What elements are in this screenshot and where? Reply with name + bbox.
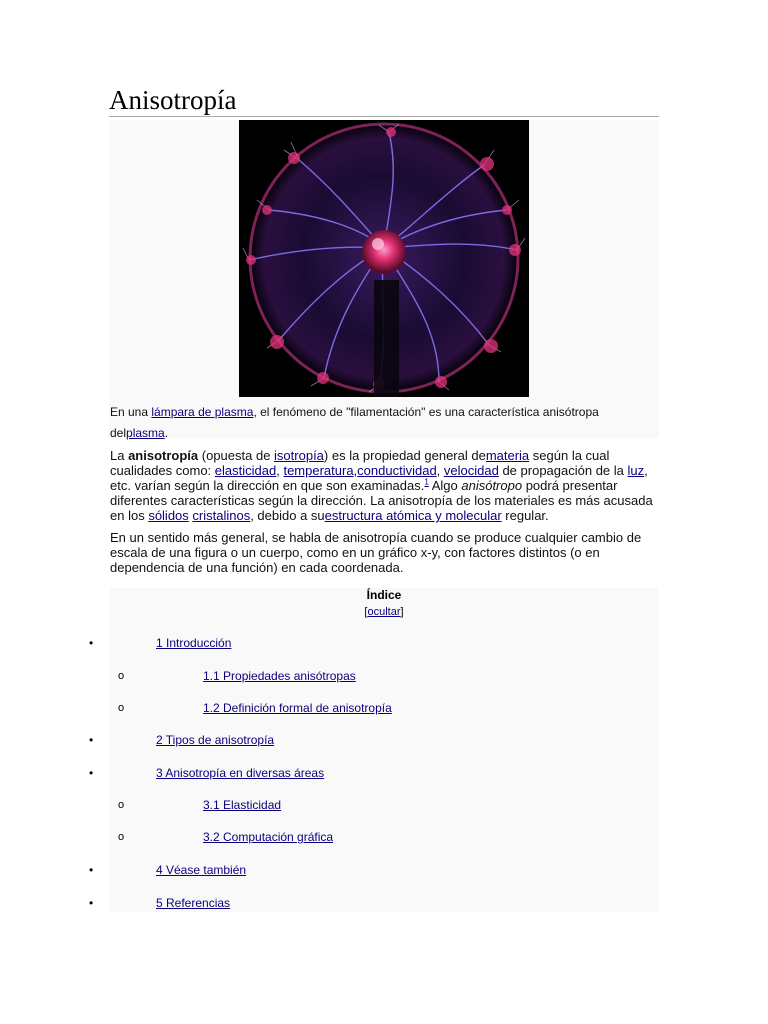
toc-bullet: o	[118, 799, 125, 811]
intro-paragraph	[110, 448, 658, 523]
toc-bullet: •	[89, 766, 94, 780]
thumbnail-figure	[109, 120, 659, 438]
text: de propagación de la	[498, 463, 628, 478]
toc-bullet: •	[89, 863, 94, 877]
toc-entry-link[interactable]: 1.1 Propiedades anisótropas	[203, 669, 356, 683]
link-materia[interactable]: materia	[485, 448, 530, 463]
toc-bullet: •	[89, 636, 94, 650]
bracket: ]	[400, 606, 404, 618]
second-paragraph: En un sentido más general, se habla de anisotropía cuando se produce cualquier cambio de escala de una figura o un cuerpo, como en un gráfico x-y, con factores distintos (o en dependencia de una función) en cada coordenada.	[110, 530, 642, 575]
toc-entry-link[interactable]: 3 Anisotropía en diversas áreas	[156, 766, 325, 780]
toc-entry-link[interactable]: 1.2 Definición formal de anisotropía	[203, 701, 392, 715]
toc-bullet: o	[118, 670, 125, 682]
link-luz[interactable]: luz	[627, 463, 645, 478]
link-lampara-de-plasma[interactable]: lámpara de plasma	[151, 405, 254, 419]
toc-toggle	[110, 605, 658, 619]
toc-bullet: o	[118, 831, 125, 843]
toc-bullet: •	[89, 733, 94, 747]
link-plasma[interactable]: plasma	[126, 426, 165, 440]
link-elasticidad[interactable]: elasticidad	[214, 463, 277, 478]
text: podrá presentar diferentes características según la dirección. La anisotropía de los materiales es más acusada en los	[110, 478, 653, 523]
italic-term: anisótropo	[461, 478, 523, 493]
toc-hide-link[interactable]: ocultar	[367, 606, 401, 618]
text: , debido a su	[250, 508, 325, 523]
toc-entry-link[interactable]: 5 Referencias	[156, 896, 231, 910]
text: (opuesta de	[198, 448, 275, 463]
toc-entry-link[interactable]: 3.2 Computación gráfica	[203, 830, 334, 844]
caption-text: , el fenómeno de "filamentación" es una característica anisótropa del	[110, 405, 599, 440]
plasma-lamp-image[interactable]	[239, 120, 529, 397]
toc-entry-link[interactable]: 4 Véase también	[156, 863, 247, 877]
toc-bullet: o	[118, 702, 125, 714]
link-temperatura[interactable]: temperatura	[283, 463, 354, 478]
text: ,	[276, 463, 284, 478]
text: , etc. varían según la dirección en que son examinadas.	[110, 463, 648, 493]
page-title: Anisotropía	[109, 84, 659, 117]
text: ,	[436, 463, 444, 478]
link-estructura-atomica[interactable]: estructura atómica y molecular	[324, 508, 502, 523]
link-cristalinos[interactable]: cristalinos	[192, 508, 251, 523]
toc-entry-link[interactable]: 2 Tipos de anisotropía	[156, 733, 275, 747]
bold-term: anisotropía	[128, 448, 199, 463]
link-conductividad[interactable]: conductividad	[357, 463, 437, 478]
plasma-lamp-illustration	[239, 120, 529, 397]
link-isotropia[interactable]: isotropía	[274, 448, 324, 463]
text: ) es la propiedad general de	[323, 448, 486, 463]
toc-bullet: •	[89, 896, 94, 910]
text: Algo	[428, 478, 462, 493]
toc-title: Índice	[366, 588, 402, 602]
text: ,	[353, 463, 358, 478]
caption-text: .	[164, 426, 169, 440]
text: regular.	[501, 508, 549, 523]
text: La	[110, 448, 129, 463]
reference-link[interactable]: 1	[424, 477, 429, 487]
caption-text: En una	[110, 405, 152, 419]
link-velocidad[interactable]: velocidad	[443, 463, 499, 478]
bracket: [	[364, 606, 368, 618]
text: según la cual cualidades como:	[110, 448, 610, 478]
toc-entry-link[interactable]: 1 Introducción	[156, 636, 232, 650]
figure-caption	[110, 402, 655, 444]
toc-entry-link[interactable]: 3.1 Elasticidad	[203, 798, 282, 812]
link-solidos[interactable]: sólidos	[148, 508, 189, 523]
